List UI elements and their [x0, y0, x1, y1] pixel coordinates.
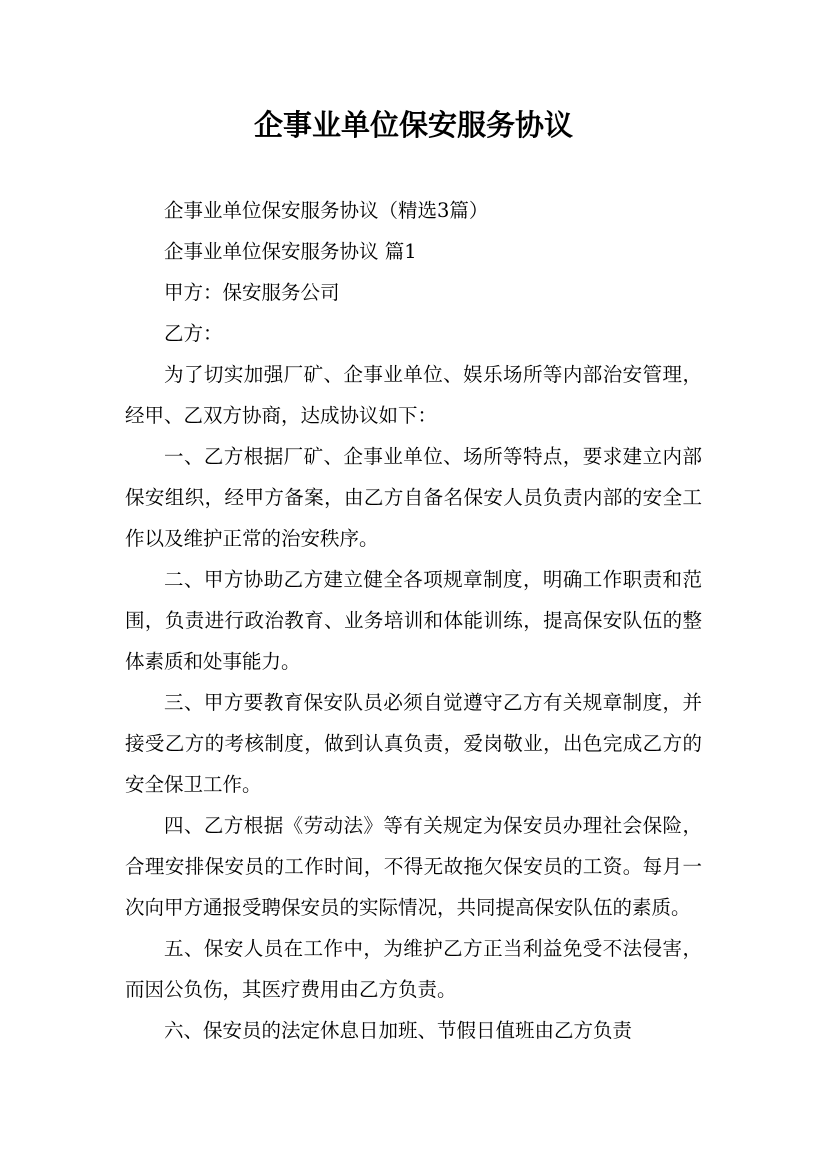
- paragraph-clause-3: 三、甲方要教育保安队员必须自觉遵守乙方有关规章制度，并接受乙方的考核制度，做到认真负责，爱岗敬业，出色完成乙方的安全保卫工作。: [125, 691, 702, 796]
- paragraph-preamble: 为了切实加强厂矿、企事业单位、娱乐场所等内部治安管理，经甲、乙双方协商，达成协议如下：: [125, 363, 702, 427]
- paragraph-subtitle: 企事业单位保安服务协议（精选3篇）: [164, 199, 489, 222]
- paragraph-clause-6: 六、保安员的法定休息日加班、节假日值班由乙方负责: [164, 1019, 633, 1042]
- paragraph-section-heading: 企事业单位保安服务协议 篇1: [164, 240, 417, 263]
- document-title: 企事业单位保安服务协议: [253, 108, 573, 142]
- paragraph-party-b: 乙方：: [164, 322, 223, 345]
- paragraph-clause-5: 五、保安人员在工作中，为维护乙方正当利益免受不法侵害，而因公负伤，其医疗费用由乙方负责。: [125, 937, 702, 1001]
- paragraph-clause-2: 二、甲方协助乙方建立健全各项规章制度，明确工作职责和范围，负责进行政治教育、业务培训和体能训练，提高保安队伍的整体素质和处事能力。: [125, 568, 702, 673]
- paragraph-clause-4: 四、乙方根据《劳动法》等有关规定为保安员办理社会保险，合理安排保安员的工作时间，不得无故拖欠保安员的工资。每月一次向甲方通报受聘保安员的实际情况，共同提高保安队伍的素质。: [125, 814, 702, 919]
- document-body: [125, 190, 702, 1051]
- paragraph-party-a: 甲方：保安服务公司: [164, 281, 340, 304]
- paragraph-clause-1: 一、乙方根据厂矿、企事业单位、场所等特点，要求建立内部保安组织，经甲方备案，由乙方自备名保安人员负责内部的安全工作以及维护正常的治安秩序。: [125, 445, 702, 550]
